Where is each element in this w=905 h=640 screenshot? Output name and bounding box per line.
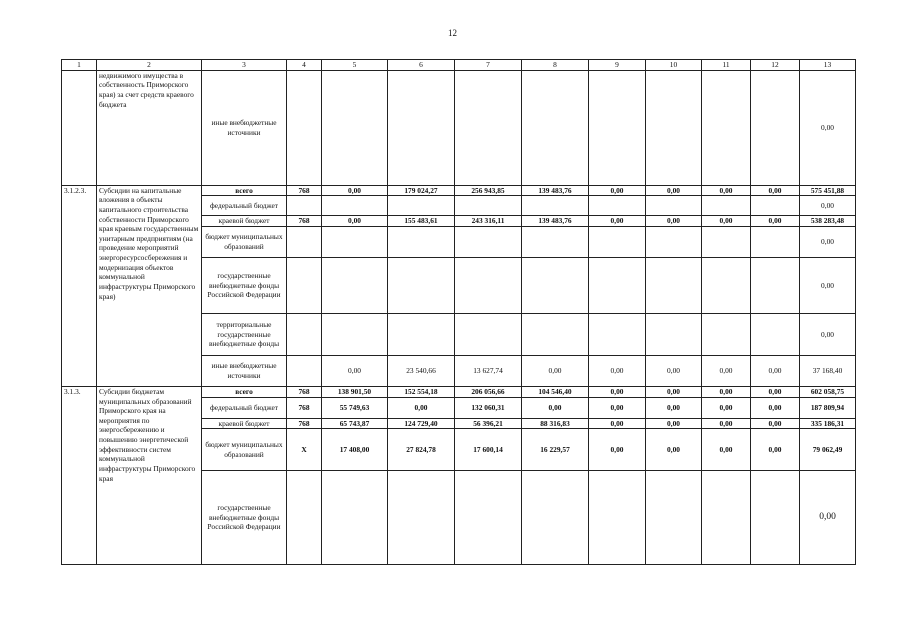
col-header: 3: [202, 60, 287, 71]
cell-value: 256 943,85: [455, 185, 522, 196]
cell-value: [751, 313, 800, 355]
col-header: 8: [522, 60, 589, 71]
item-code: 3.1.3.: [62, 386, 97, 564]
funding-source: государственные внебюджетные фонды Российской Федерации: [202, 257, 287, 313]
cell-value: 0,00: [646, 386, 702, 397]
kbk-code: [287, 471, 322, 565]
funding-source: краевой бюджет: [202, 216, 287, 227]
table-row: [62, 185, 856, 196]
funding-source: федеральный бюджет: [202, 196, 287, 216]
cell-value: [388, 257, 455, 313]
kbk-code: X: [287, 429, 322, 471]
cell-value: [646, 226, 702, 257]
total-value: 187 809,94: [800, 397, 856, 418]
funding-source: территориальные государственные внебюджетные фонды: [202, 313, 287, 355]
cell-value: [322, 313, 388, 355]
cell-value: 0,00: [702, 386, 751, 397]
cell-value: [322, 471, 388, 565]
col-header: 13: [800, 60, 856, 71]
cell-value: [702, 226, 751, 257]
cell-value: [522, 471, 589, 565]
cell-value: 0,00: [589, 397, 646, 418]
cell-value: [322, 257, 388, 313]
cell-value: [522, 313, 589, 355]
cell-value: 0,00: [751, 397, 800, 418]
total-value: 602 058,75: [800, 386, 856, 397]
table-row: [62, 70, 856, 185]
kbk-code: [287, 196, 322, 216]
col-header: 6: [388, 60, 455, 71]
cell-value: 16 229,57: [522, 429, 589, 471]
cell-value: 0,00: [751, 386, 800, 397]
cell-value: 0,00: [522, 355, 589, 386]
cell-value: 0,00: [646, 355, 702, 386]
cell-value: 179 024,27: [388, 185, 455, 196]
cell-value: [702, 196, 751, 216]
column-header-row: [62, 60, 856, 71]
cell-value: [589, 196, 646, 216]
cell-value: 0,00: [589, 386, 646, 397]
cell-value: [751, 471, 800, 565]
cell-value: [455, 471, 522, 565]
total-value: 575 451,88: [800, 185, 856, 196]
cell-value: [388, 226, 455, 257]
cell-value: [522, 257, 589, 313]
col-header: 4: [287, 60, 322, 71]
cell-value: 0,00: [702, 355, 751, 386]
total-value: 0,00: [800, 70, 856, 185]
cell-value: [589, 257, 646, 313]
cell-value: 13 627,74: [455, 355, 522, 386]
cell-value: 0,00: [751, 429, 800, 471]
cell-value: [322, 196, 388, 216]
cell-value: 0,00: [646, 397, 702, 418]
total-value: 335 186,31: [800, 418, 856, 429]
total-value: 0,00: [800, 257, 856, 313]
item-name: Субсидии на капитальные вложения в объекты капитального строительства собственности Приморского края краевым государственным унитарным предприятиям (на проведение мероприятий энергоресурсосбережения и модернизация объектов коммунальной инфраструктуры Приморского края): [97, 185, 202, 386]
item-name: недвижимого имущества в собственность Приморского края) за счет средств краевого бюджета: [97, 70, 202, 185]
cell-value: [702, 313, 751, 355]
cell-value: 0,00: [751, 185, 800, 196]
cell-value: [522, 196, 589, 216]
total-value: 0,00: [800, 313, 856, 355]
cell-value: 206 056,66: [455, 386, 522, 397]
cell-value: 56 396,21: [455, 418, 522, 429]
kbk-code: [287, 257, 322, 313]
col-header: 9: [589, 60, 646, 71]
kbk-code: 768: [287, 185, 322, 196]
funding-source: иные внебюджетные источники: [202, 70, 287, 185]
cell-value: 0,00: [522, 397, 589, 418]
funding-source: бюджет муниципальных образований: [202, 226, 287, 257]
funding-source: всего: [202, 386, 287, 397]
cell-value: 0,00: [702, 418, 751, 429]
total-value: 0,00: [800, 471, 856, 565]
cell-value: 65 743,87: [322, 418, 388, 429]
cell-value: 0,00: [589, 355, 646, 386]
funding-source: всего: [202, 185, 287, 196]
cell-value: [702, 471, 751, 565]
col-header: 7: [455, 60, 522, 71]
total-value: 0,00: [800, 226, 856, 257]
cell-value: 124 729,40: [388, 418, 455, 429]
kbk-code: 768: [287, 397, 322, 418]
cell-value: [455, 226, 522, 257]
cell-value: [388, 313, 455, 355]
col-header: 10: [646, 60, 702, 71]
cell-value: 17 600,14: [455, 429, 522, 471]
cell-value: 0,00: [646, 185, 702, 196]
item-code: 3.1.2.3.: [62, 185, 97, 386]
cell-value: 23 540,66: [388, 355, 455, 386]
cell-value: 0,00: [751, 418, 800, 429]
kbk-code: 768: [287, 386, 322, 397]
cell-value: 139 483,76: [522, 185, 589, 196]
total-value: 37 168,40: [800, 355, 856, 386]
col-header: 1: [62, 60, 97, 71]
kbk-code: [287, 355, 322, 386]
total-value: 538 283,48: [800, 216, 856, 227]
kbk-code: [287, 313, 322, 355]
cell-value: [522, 226, 589, 257]
cell-value: 0,00: [646, 418, 702, 429]
cell-value: [751, 257, 800, 313]
budget-table: [61, 59, 856, 565]
cell-value: [702, 257, 751, 313]
col-header: 2: [97, 60, 202, 71]
cell-value: [388, 471, 455, 565]
cell-value: 55 749,63: [322, 397, 388, 418]
cell-value: 0,00: [589, 216, 646, 227]
cell-value: 152 554,18: [388, 386, 455, 397]
total-value: 0,00: [800, 196, 856, 216]
cell-value: 0,00: [322, 355, 388, 386]
cell-value: [646, 471, 702, 565]
cell-value: 0,00: [646, 429, 702, 471]
cell-value: 0,00: [589, 418, 646, 429]
cell-value: 0,00: [702, 185, 751, 196]
kbk-code: 768: [287, 418, 322, 429]
cell-value: 0,00: [589, 429, 646, 471]
cell-value: [646, 257, 702, 313]
cell-value: 0,00: [702, 429, 751, 471]
cell-value: 243 316,11: [455, 216, 522, 227]
cell-value: [388, 196, 455, 216]
col-header: 12: [751, 60, 800, 71]
cell-value: [589, 313, 646, 355]
table-row: [62, 386, 856, 397]
cell-value: [751, 196, 800, 216]
cell-value: 0,00: [751, 355, 800, 386]
cell-value: [646, 313, 702, 355]
cell-value: [589, 226, 646, 257]
page-number: 12: [448, 28, 457, 38]
item-name: Субсидии бюджетам муниципальных образований Приморского края на мероприятия по энергосбережению и повышению энергетической эффективности систем коммунальной инфраструктуры Приморского края: [97, 386, 202, 564]
kbk-code: [287, 226, 322, 257]
cell-value: 0,00: [702, 216, 751, 227]
cell-value: 139 483,76: [522, 216, 589, 227]
cell-value: 104 546,40: [522, 386, 589, 397]
cell-value: 132 060,31: [455, 397, 522, 418]
total-value: 79 062,49: [800, 429, 856, 471]
cell-value: [322, 226, 388, 257]
cell-value: [589, 471, 646, 565]
cell-value: [455, 196, 522, 216]
cell-value: 0,00: [646, 216, 702, 227]
cell-value: [751, 226, 800, 257]
cell-value: 155 483,61: [388, 216, 455, 227]
cell-value: [455, 313, 522, 355]
cell-value: [455, 257, 522, 313]
funding-source: краевой бюджет: [202, 418, 287, 429]
cell-value: 0,00: [388, 397, 455, 418]
funding-source: федеральный бюджет: [202, 397, 287, 418]
col-header: 5: [322, 60, 388, 71]
cell-value: 0,00: [322, 185, 388, 196]
col-header: 11: [702, 60, 751, 71]
cell-value: 17 408,00: [322, 429, 388, 471]
funding-source: бюджет муниципальных образований: [202, 429, 287, 471]
cell-value: 27 824,78: [388, 429, 455, 471]
cell-value: 138 901,50: [322, 386, 388, 397]
funding-source: государственные внебюджетные фонды Российской Федерации: [202, 471, 287, 565]
funding-source: иные внебюджетные источники: [202, 355, 287, 386]
kbk-code: 768: [287, 216, 322, 227]
cell-value: 0,00: [322, 216, 388, 227]
cell-value: 88 316,83: [522, 418, 589, 429]
cell-value: 0,00: [702, 397, 751, 418]
cell-value: 0,00: [589, 185, 646, 196]
cell-value: 0,00: [751, 216, 800, 227]
cell-value: [646, 196, 702, 216]
